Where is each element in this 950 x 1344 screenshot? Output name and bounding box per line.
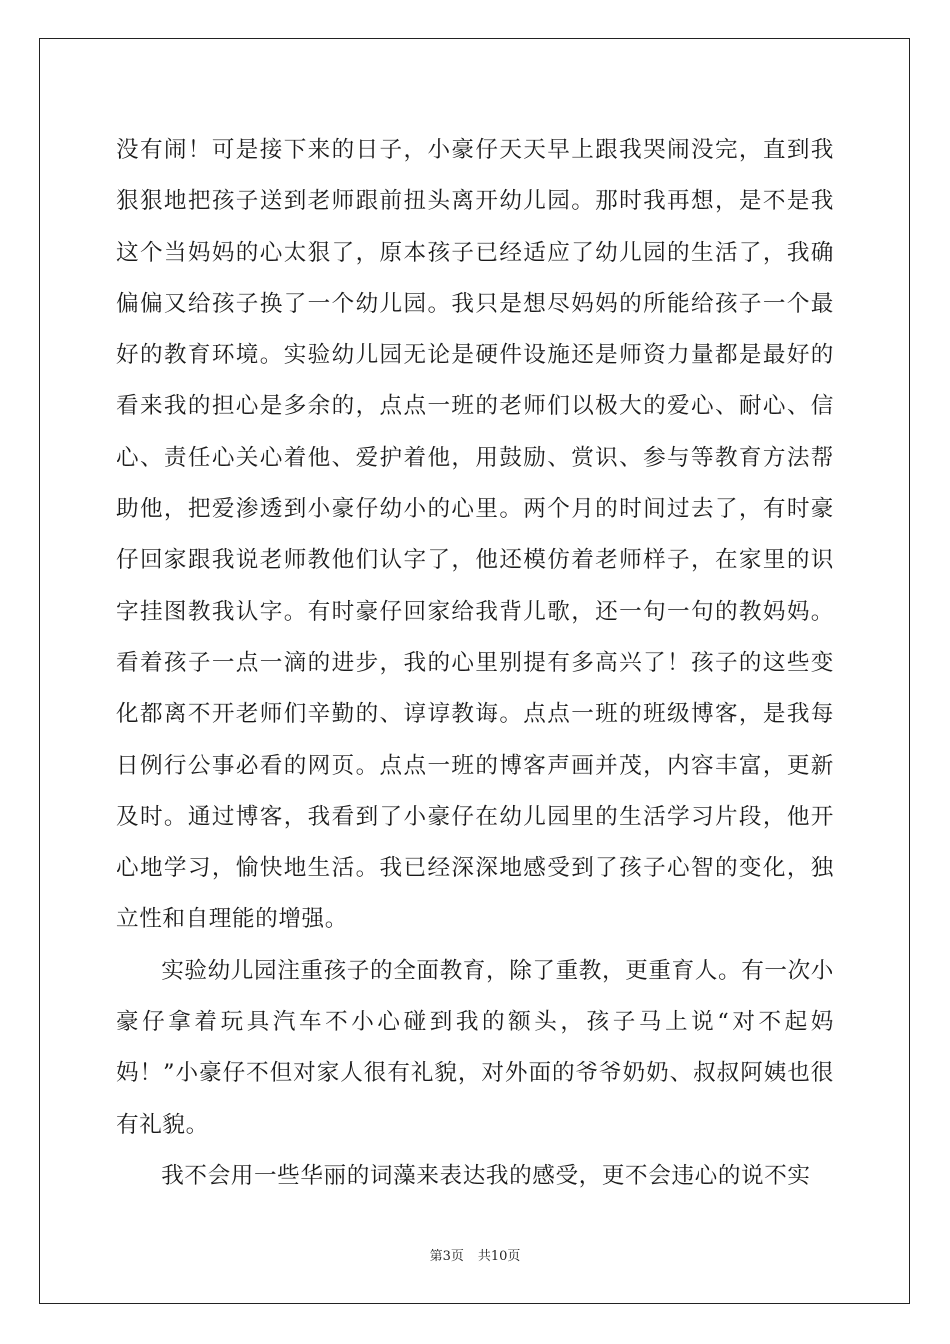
page-total: 共10页: [477, 1249, 521, 1264]
paragraph-3: 我不会用一些华丽的词藻来表达我的感受，更不会违心的说不实: [161, 1162, 811, 1189]
page-number: 第3页: [429, 1249, 464, 1264]
document-body: [116, 125, 834, 1202]
paragraph-1: 没有闹！可是接下来的日子，小豪仔天天早上跟我哭闹没完，直到我狠狠地把孩子送到老师跟前扭头离开幼儿园。那时我再想，是不是我这个当妈妈的心太狠了，原本孩子已经适应了幼儿园的生活了，我确偏偏又给孩子换了一个幼儿园。我只是想尽妈妈的所能给孩子一个最好的教育环境。实验幼儿园无论是硬件设施还是师资力量都是最好的看来我的担心是多余的，点点一班的老师们以极大的爱心、耐心、信心、责任心关心着他、爱护着他，用鼓励、赏识、参与等教育方法帮助他，把爱渗透到小豪仔幼小的心里。两个月的时间过去了，有时豪仔回家跟我说老师教他们认字了，他还模仿着老师样子，在家里的识字挂图教我认字。有时豪仔回家给我背儿歌，还一句一句的教妈妈。看着孩子一点一滴的进步，我的心里别提有多高兴了！孩子的这些变化都离不开老师们辛勤的、谆谆教诲。点点一班的班级博客，是我每日例行公事必看的网页。点点一班的博客声画并茂，内容丰富，更新及时。通过博客，我看到了小豪仔在幼儿园里的生活学习片段，他开心地学习，愉快地生活。我已经深深地感受到了孩子心智的变化，独立性和自理能的增强。: [116, 137, 834, 933]
page-footer: [0, 1245, 950, 1264]
paragraph-2: 实验幼儿园注重孩子的全面教育，除了重教，更重育人。有一次小豪仔拿着玩具汽车不小心碰到我的额头，孩子马上说“对不起妈妈！”小豪仔不但对家人很有礼貌，对外面的爷爷奶奶、叔叔阿姨也很有礼貌。: [116, 957, 834, 1138]
